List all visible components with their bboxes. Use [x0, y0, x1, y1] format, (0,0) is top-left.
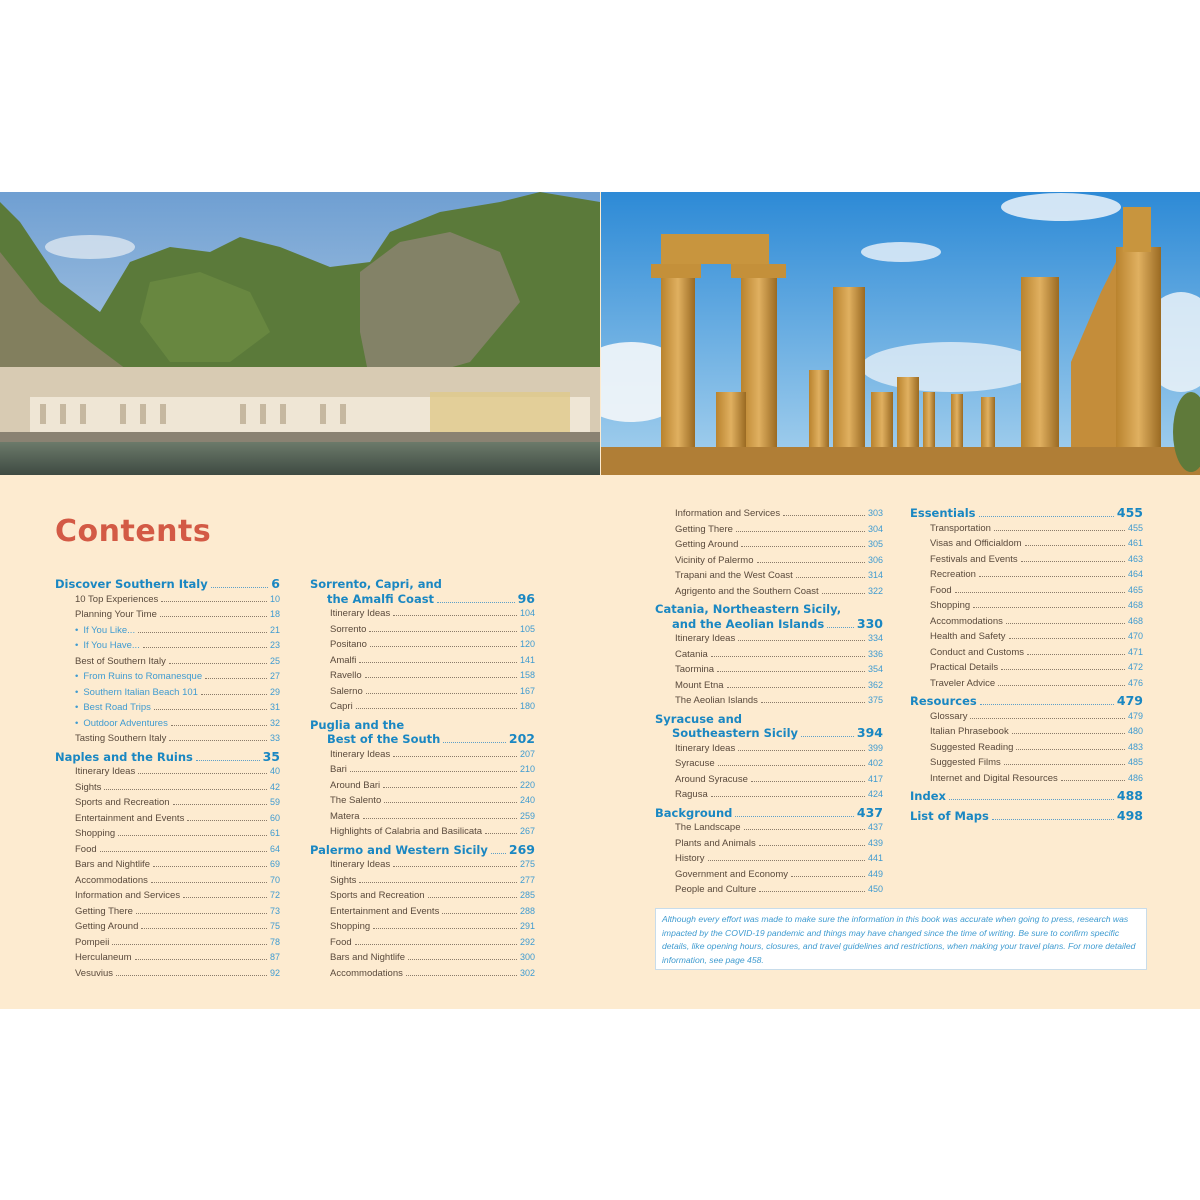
toc-subentry[interactable]: • Southern Italian Beach 101 29 — [55, 685, 280, 701]
toc-entry[interactable]: Bari 210 — [330, 764, 535, 775]
toc-entry[interactable]: Accommodations 70 — [75, 874, 280, 886]
bullet-icon: • — [75, 671, 79, 682]
toc-entry[interactable]: Food 465 — [930, 584, 1143, 596]
toc-entry[interactable]: Ravello 158 — [330, 670, 535, 681]
toc-section-naples — [55, 750, 280, 982]
toc-entry[interactable]: Accommodations 468 — [930, 615, 1143, 627]
toc-column-1 — [55, 577, 280, 984]
toc-section-heading[interactable]: Index 488 — [910, 788, 1143, 803]
toc-entry[interactable]: The Salento 240 — [330, 795, 535, 806]
toc-section-heading[interactable]: the Amalfi Coast 96 — [327, 590, 535, 606]
toc-entry[interactable]: Sorrento 105 — [330, 623, 535, 635]
toc-entry[interactable]: Health and Safety 470 — [930, 631, 1143, 642]
toc-section-essentials — [910, 506, 1143, 691]
toc-section-heading[interactable]: List of Maps 498 — [910, 807, 1143, 823]
toc-entry[interactable]: Internet and Digital Resources 486 — [930, 772, 1143, 784]
toc-entry[interactable]: Sights 42 — [75, 781, 280, 793]
toc-entry[interactable]: Suggested Films 485 — [930, 757, 1143, 768]
toc-entry[interactable]: Accommodations 302 — [330, 967, 535, 979]
toc-entry[interactable]: Information and Services 72 — [75, 890, 280, 901]
toc-section-heading[interactable]: Best of the South 202 — [327, 731, 535, 746]
toc-section-heading[interactable]: Naples and the Ruins 35 — [55, 748, 280, 764]
toc-subentry[interactable]: • Best Road Trips 31 — [55, 700, 280, 716]
toc-entry[interactable]: Government and Economy 449 — [675, 868, 883, 880]
toc-entry[interactable]: History 441 — [675, 853, 883, 864]
toc-column-4 — [910, 506, 1143, 826]
toc-entry[interactable]: Suggested Reading 483 — [930, 741, 1143, 753]
toc-entry[interactable]: Itinerary Ideas 104 — [330, 608, 535, 619]
bullet-icon: • — [75, 640, 79, 651]
toc-entry[interactable]: Festivals and Events 463 — [930, 553, 1143, 565]
bullet-icon: • — [75, 717, 79, 729]
toc-entry[interactable]: Recreation 464 — [930, 569, 1143, 580]
toc-entry[interactable]: Syracuse 402 — [675, 758, 883, 769]
covid-notice-box: Although every effort was made to make sure the information in this book was accurate when going to press, research was impacted by the COVID-19 pandemic and things may have changed since the time of writing. Be sure to confirm specific details, like opening hours, closures, and travel guidelines and restrictions, when making your travel plans. For more detailed information, see page 458. — [655, 908, 1147, 970]
toc-entry[interactable]: Agrigento and the Southern Coast 322 — [675, 585, 883, 597]
toc-entry[interactable]: People and Culture 450 — [675, 884, 883, 895]
toc-entry[interactable]: Italian Phrasebook 480 — [930, 726, 1143, 737]
toc-entry[interactable]: Ragusa 424 — [675, 789, 883, 800]
toc-entry[interactable]: Food 292 — [330, 936, 535, 948]
bullet-icon: • — [75, 686, 79, 698]
toc-section-heading[interactable]: Palermo and Western Sicily 269 — [310, 841, 535, 857]
toc-section-puglia: Puglia and the Best of the South 202 Itinerary Ideas 207 Bari 210 Around Bari 220 The Salento 240 Matera 259 Highlights of Calabria and Basilicata 267 — [310, 718, 535, 840]
toc-section-heading[interactable]: Resources 479 — [910, 693, 1143, 708]
toc-entry[interactable]: Shopping 61 — [75, 828, 280, 839]
toc-entry[interactable]: Shopping 291 — [330, 921, 535, 932]
photo-strip — [0, 192, 1200, 475]
toc-entry[interactable]: Entertainment and Events 60 — [75, 812, 280, 824]
toc-section-index — [910, 789, 1143, 804]
toc-entry[interactable]: Getting Around 305 — [675, 539, 883, 550]
toc-column-2 — [310, 577, 535, 984]
amalfi-coast-photo — [0, 192, 600, 475]
toc-entry[interactable]: Getting There 304 — [675, 523, 883, 535]
toc-entry[interactable]: Matera 259 — [330, 810, 535, 822]
toc-subentry[interactable]: • From Ruins to Romanesque 27 — [55, 669, 280, 685]
toc-entry[interactable]: Capri 180 — [330, 701, 535, 712]
toc-entry[interactable]: Best of Southern Italy 25 — [75, 655, 280, 667]
toc-entry[interactable]: Trapani and the West Coast 314 — [675, 570, 883, 581]
toc-entry[interactable]: Itinerary Ideas 40 — [75, 766, 280, 777]
bullet-icon: • — [75, 702, 79, 713]
toc-entry[interactable]: Bars and Nightlife 300 — [330, 952, 535, 963]
valley-of-temples-photo — [601, 192, 1200, 475]
toc-entry[interactable]: Around Bari 220 — [330, 779, 535, 791]
toc-entry[interactable]: The Aeolian Islands 375 — [675, 695, 883, 706]
toc-section-background — [655, 806, 883, 898]
toc-entry[interactable]: Bars and Nightlife 69 — [75, 859, 280, 870]
toc-entry[interactable]: Conduct and Customs 471 — [930, 646, 1143, 658]
toc-section-palermo — [310, 843, 535, 982]
toc-section-heading[interactable]: and the Aeolian Islands 330 — [672, 615, 883, 631]
toc-entry[interactable]: Itinerary Ideas 334 — [675, 633, 883, 644]
toc-entry[interactable]: Tasting Southern Italy 33 — [75, 733, 280, 744]
toc-entry[interactable]: Sports and Recreation 285 — [330, 890, 535, 901]
toc-palermo-continued — [655, 506, 883, 599]
toc-entry[interactable]: Planning Your Time 18 — [75, 609, 280, 620]
toc-section-catania: Catania, Northeastern Sicily, and the Aeolian Islands 330 Itinerary Ideas 334 Catania 336 Taormina 354 Mount Etna 362 The Aeolian Islands 375 — [655, 602, 883, 709]
bullet-icon: • — [75, 624, 79, 636]
toc-entry[interactable]: Positano 120 — [330, 639, 535, 650]
toc-entry[interactable]: Sports and Recreation 59 — [75, 797, 280, 808]
toc-entry[interactable]: Transportation 455 — [930, 522, 1143, 534]
toc-entry[interactable]: Getting Around 75 — [75, 921, 280, 932]
toc-entry[interactable]: Itinerary Ideas 207 — [330, 748, 535, 760]
toc-entry[interactable]: Information and Services 303 — [675, 508, 883, 519]
toc-section-heading[interactable]: Essentials 455 — [910, 505, 1143, 520]
toc-entry[interactable]: Practical Details 472 — [930, 662, 1143, 673]
toc-entry[interactable]: Vicinity of Palermo 306 — [675, 554, 883, 566]
toc-section-heading[interactable]: Southeastern Sicily 394 — [672, 725, 883, 740]
toc-section-syracuse: Syracuse and Southeastern Sicily 394 Itinerary Ideas 399 Syracuse 402 Around Syracuse 417 Ragusa 424 — [655, 712, 883, 803]
book-spread — [0, 192, 1200, 1009]
toc-section-heading[interactable]: Discover Southern Italy 6 — [55, 576, 280, 591]
toc-section-list-of-maps — [910, 809, 1143, 824]
toc-entry[interactable]: 10 Top Experiences 10 — [75, 593, 280, 605]
toc-entry[interactable]: Shopping 468 — [930, 600, 1143, 611]
toc-entry[interactable]: Mount Etna 362 — [675, 679, 883, 691]
toc-subentry[interactable]: • If You Have... 23 — [55, 638, 280, 654]
toc-entry[interactable]: Plants and Animals 439 — [675, 837, 883, 849]
toc-entry[interactable]: Entertainment and Events 288 — [330, 905, 535, 917]
toc-entry[interactable]: Vesuvius 92 — [75, 967, 280, 979]
toc-entry[interactable]: Around Syracuse 417 — [675, 773, 883, 785]
toc-entry[interactable]: Taormina 354 — [675, 664, 883, 675]
toc-entry[interactable]: Getting There 73 — [75, 905, 280, 917]
toc-subentry[interactable]: • Outdoor Adventures 32 — [55, 716, 280, 732]
toc-section-resources — [910, 694, 1143, 786]
toc-entry[interactable]: Catania 336 — [675, 648, 883, 660]
toc-column-3 — [655, 506, 883, 901]
toc-entry[interactable]: The Landscape 437 — [675, 822, 883, 833]
page-title: Contents — [55, 514, 212, 549]
toc-entry[interactable]: Pompeii 78 — [75, 936, 280, 948]
toc-section-discover — [55, 577, 280, 747]
toc-entry[interactable]: Traveler Advice 476 — [930, 677, 1143, 689]
toc-entry[interactable]: Visas and Officialdom 461 — [930, 538, 1143, 549]
toc-entry[interactable]: Itinerary Ideas 399 — [675, 742, 883, 754]
toc-entry[interactable]: Itinerary Ideas 275 — [330, 859, 535, 870]
toc-entry[interactable]: Glossary 479 — [930, 710, 1143, 722]
toc-entry[interactable]: Sights 277 — [330, 874, 535, 886]
toc-entry[interactable]: Amalfi 141 — [330, 654, 535, 666]
toc-entry[interactable]: Food 64 — [75, 843, 280, 855]
toc-entry[interactable]: Herculaneum 87 — [75, 952, 280, 963]
toc-entry[interactable]: Highlights of Calabria and Basilicata 267 — [330, 826, 535, 837]
toc-section-heading[interactable]: Background 437 — [655, 804, 883, 820]
toc-subentry[interactable]: • If You Like... 21 — [55, 623, 280, 639]
toc-section-sorrento: Sorrento, Capri, and the Amalfi Coast 96 Itinerary Ideas 104 Sorrento 105 Positano 120 Amalfi 141 Ravello 158 Salerno 167 Capri 180 — [310, 577, 535, 715]
toc-entry[interactable]: Salerno 167 — [330, 685, 535, 697]
